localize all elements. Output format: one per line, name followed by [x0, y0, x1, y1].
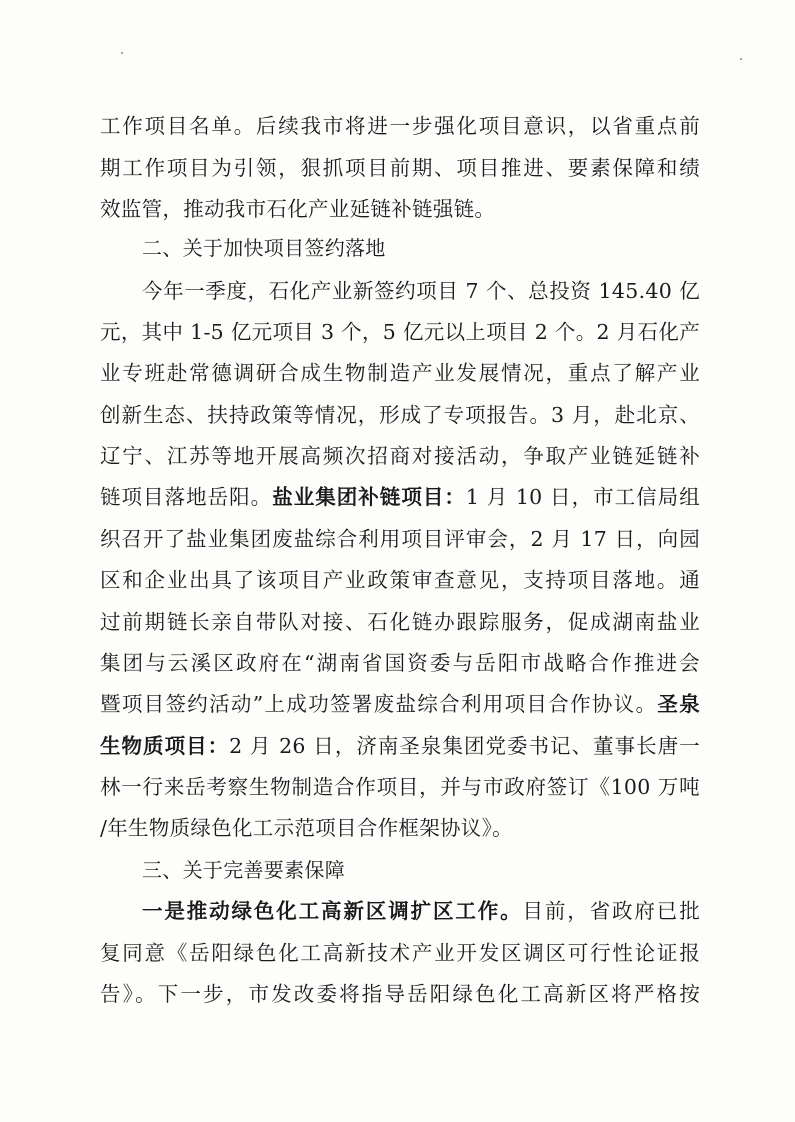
paragraph-2-line-6: [100, 482, 700, 512]
paragraph-3-line-1: [142, 896, 700, 926]
paragraph-2-line-9: 过前期链长亲自带队对接、石化链办跟踪服务，促成湖南盐业: [100, 610, 700, 634]
paragraph-3-line-3: 告》。下一步，市发改委将指导岳阳绿色化工高新区将严格按: [100, 982, 700, 1006]
paragraph-2-line-5: 辽宁、江苏等地开展高频次招商对接活动，争取产业链延链补: [100, 444, 700, 468]
paragraph-2-line-11: [100, 689, 700, 719]
text-run: 2 月 26 日，济南圣泉集团党委书记、董事长唐一: [229, 734, 700, 758]
text-run: 链项目落地岳阳。: [100, 485, 273, 509]
paragraph-2-line-1: 今年一季度，石化产业新签约项目 7 个、总投资 145.40 亿: [142, 279, 700, 303]
section-heading-2: 二、关于加快项目签约落地: [142, 236, 386, 260]
scan-speck: [121, 52, 123, 54]
scan-speck: [740, 58, 742, 60]
paragraph-2-line-14: /年生物质绿色化工示范项目合作框架协议》。: [100, 816, 513, 840]
bold-run-first-point: 一是推动绿色化工高新区调扩区工作。: [142, 899, 523, 923]
paragraph-2-line-4: 创新生态、扶持政策等情况，形成了专项报告。3 月，赴北京、: [100, 403, 700, 427]
bold-run-biomass-project: 生物质项目：: [100, 734, 230, 758]
paragraph-2-line-13: 林一行来岳考察生物制造合作项目，并与市政府签订《100 万吨: [100, 775, 700, 799]
paragraph-1-line-2: 期工作项目为引领，狠抓项目前期、项目推进、要素保障和绩: [100, 156, 700, 180]
paragraph-2-line-3: 业专班赴常德调研合成生物制造产业发展情况，重点了解产业: [100, 361, 700, 385]
text-run: 目前，省政府已批: [522, 899, 700, 923]
paragraph-2-line-2: 元，其中 1-5 亿元项目 3 个，5 亿元以上项目 2 个。2 月石化产: [100, 320, 700, 344]
bold-run-salt-group-project: 盐业集团补链项目：: [272, 485, 466, 509]
paragraph-2-line-12: [100, 731, 700, 761]
text-run: 暨项目签约活动”上成功签署废盐综合利用项目合作协议。: [100, 692, 658, 716]
bold-run-shengquan: 圣泉: [657, 692, 700, 716]
paragraph-2-line-7: 织召开了盐业集团废盐综合利用项目评审会，2 月 17 日，向园: [100, 527, 700, 551]
paragraph-1-line-3: 效监管，推动我市石化产业延链补链强链。: [100, 197, 496, 221]
section-heading-3: 三、关于完善要素保障: [142, 858, 345, 882]
paragraph-1-line-1: 工作项目名单。后续我市将进一步强化项目意识，以省重点前: [100, 114, 700, 138]
paragraph-2-line-10: 集团与云溪区政府在“湖南省国资委与岳阳市战略合作推进会: [100, 651, 700, 675]
text-run: 1 月 10 日，市工信局组: [465, 485, 700, 509]
paragraph-3-line-2: 复同意《岳阳绿色化工高新技术产业开发区调区可行性论证报: [100, 941, 700, 965]
paragraph-2-line-8: 区和企业出具了该项目产业政策审查意见，支持项目落地。通: [100, 568, 700, 592]
